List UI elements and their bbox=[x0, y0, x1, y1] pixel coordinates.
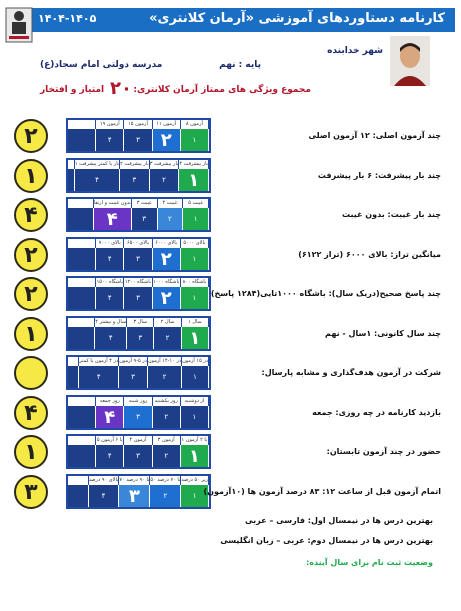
score-circle: ۴ bbox=[14, 198, 48, 232]
grid-label: بالای ۵۰۰۰ bbox=[181, 239, 209, 248]
grid-label bbox=[68, 436, 96, 445]
registration-status: وضعیت ثبت نام برای سال آینده: bbox=[306, 558, 433, 567]
grid-cell: ۲ bbox=[153, 248, 181, 270]
grid-cell: ۳ bbox=[124, 129, 152, 151]
score-circle: ۱ bbox=[14, 159, 48, 193]
score-circle bbox=[14, 356, 48, 390]
grid-cell: ۲ bbox=[158, 208, 184, 230]
achievement-question: چند بار غیبت: بدون غیبت bbox=[342, 210, 441, 219]
achievement-grid bbox=[66, 276, 211, 311]
best-lessons-second-term: بهترین درس ها در نیمسال دوم: عربی – زبان انگلیسی bbox=[220, 536, 433, 545]
achievement-grid bbox=[66, 237, 211, 272]
grid-label: روز یکشنبه bbox=[153, 397, 181, 406]
score-circle: ۱ bbox=[14, 317, 48, 351]
achievement-question: حضور در چند آزمون تابستان: bbox=[326, 447, 441, 456]
grid-label bbox=[68, 278, 96, 287]
grid-label: ۵ یا ۶ آزمون bbox=[96, 437, 123, 443]
score-circle: ۱ bbox=[14, 435, 48, 469]
score-circle: ۳ bbox=[14, 475, 48, 509]
grid-label: ۱۱ آزمون bbox=[153, 120, 181, 129]
grid-label: روز شنبه bbox=[124, 397, 152, 406]
grid-cell bbox=[68, 445, 96, 467]
city-label: شهر خدابنده bbox=[327, 46, 383, 56]
total-score: ۲۰ bbox=[110, 78, 132, 99]
grid-cell bbox=[68, 287, 96, 309]
achievement-grid bbox=[66, 355, 211, 390]
grid-cell: ۱ bbox=[181, 248, 209, 270]
grid-cell: ۲ bbox=[154, 327, 181, 349]
grid-label: ۳ سال bbox=[127, 318, 154, 327]
grid-label bbox=[68, 239, 96, 248]
achievement-question: اتمام آزمون قبل از ساعت ۱۲: ۸۳ درصد آزمون ها (۱۰آزمون) bbox=[203, 487, 441, 496]
achievement-grid bbox=[66, 158, 211, 193]
kanoon-logo-icon bbox=[2, 2, 36, 46]
score-circle: ۴ bbox=[14, 396, 48, 430]
grid-label: در ۱۰-۱۴ آزمون bbox=[147, 358, 182, 364]
grid-label: ۴ غیبت bbox=[158, 199, 184, 208]
grid-label: ۳ بار پیشرفت bbox=[149, 161, 179, 167]
grid-cell: ۴ bbox=[89, 485, 120, 507]
grid-label: ۴ بار پیشرفت bbox=[179, 161, 208, 167]
best-lessons-first-term: بهترین درس ها در نیمسال اول: فارسی – عربی bbox=[245, 516, 433, 525]
grid-label: ۲ بار پیشرفت bbox=[120, 161, 149, 167]
grid-label bbox=[68, 199, 94, 208]
grade-label: پایه : نهم bbox=[219, 60, 261, 70]
grid-label: ۳ آزمون bbox=[153, 436, 181, 445]
grid-cell: ۳ bbox=[119, 485, 150, 507]
grid-label: از دوشنبه bbox=[181, 397, 209, 406]
grid-label: باشگاه ۸۰۰ bbox=[181, 278, 209, 287]
grid-label bbox=[68, 160, 75, 169]
achievement-question: شرکت در آزمون هدف‌گذاری و مشابه پارسال: bbox=[261, 368, 441, 377]
grid-cell bbox=[68, 248, 96, 270]
grid-cell: ۱ bbox=[181, 287, 209, 309]
grid-cell bbox=[68, 485, 89, 507]
grid-label: ۵ غیبت bbox=[183, 199, 209, 208]
grid-cell: ۲ bbox=[153, 287, 181, 309]
grid-cell: ۱ bbox=[181, 406, 209, 428]
score-circle: ۲ bbox=[14, 238, 48, 272]
grid-label: در ۴ آزمون یا کمتر bbox=[79, 358, 119, 364]
grid-cell: ۱ bbox=[182, 366, 209, 388]
grid-label bbox=[68, 476, 89, 485]
achievement-question: چند بار پیشرفت: ۶ بار پیشرفت bbox=[317, 171, 441, 180]
grid-cell: ۳ bbox=[124, 406, 152, 428]
grid-cell: ۳ bbox=[124, 248, 152, 270]
grid-label: ۳ غیبت bbox=[132, 199, 158, 208]
grid-label: ۸ آزمون bbox=[181, 120, 209, 129]
grid-label: ۱ یا ۲ آزمون bbox=[181, 437, 208, 443]
achievement-grid bbox=[66, 474, 211, 509]
grid-label: ۱ سال bbox=[182, 318, 209, 327]
grid-cell bbox=[68, 129, 96, 151]
grid-cell: ۱ bbox=[181, 445, 209, 467]
grid-cell: ۱ bbox=[181, 485, 209, 507]
achievement-question: بازدید کارنامه در چه روزی: جمعه bbox=[312, 408, 441, 417]
grid-label bbox=[68, 397, 96, 406]
grid-cell: ۳ bbox=[120, 169, 150, 191]
grid-cell: ۲ bbox=[150, 485, 181, 507]
grid-cell: ۴ bbox=[96, 287, 124, 309]
grid-cell: ۲ bbox=[153, 129, 181, 151]
grid-cell bbox=[68, 208, 94, 230]
grid-cell: ۳ bbox=[124, 287, 152, 309]
grid-label: بدون غیبت و ارتقا bbox=[93, 200, 131, 206]
achievement-question: میانگین تراز: بالای ۶۰۰۰ (تراز ۶۱۲۲) bbox=[298, 250, 441, 259]
achievement-grid bbox=[66, 197, 211, 232]
grid-label: در ۱۵ آزمون bbox=[182, 358, 208, 364]
grid-label: باشگاه ۱۵۰۰ bbox=[96, 279, 123, 285]
grid-cell: ۲ bbox=[153, 406, 181, 428]
grid-cell: ۴ bbox=[94, 208, 132, 230]
grid-cell: ۱ bbox=[181, 129, 209, 151]
grid-cell: ۳ bbox=[119, 366, 148, 388]
achievement-question: چند سال کانونی: ۱سال - نهم bbox=[325, 329, 441, 338]
grid-label: ۲ سال bbox=[154, 318, 181, 327]
grid-cell: ۴ bbox=[75, 169, 120, 191]
grid-label bbox=[68, 318, 95, 327]
grid-cell: ۴ bbox=[79, 366, 119, 388]
grid-cell bbox=[68, 366, 79, 388]
grid-cell: ۱ bbox=[183, 208, 209, 230]
grid-cell: ۱ bbox=[179, 169, 209, 191]
grid-cell: ۴ bbox=[96, 445, 124, 467]
score-circle: ۲ bbox=[14, 119, 48, 153]
grid-label: ۴ آزمون bbox=[124, 436, 152, 445]
grid-label bbox=[68, 357, 79, 366]
grid-cell bbox=[68, 406, 96, 428]
grid-cell: ۲ bbox=[153, 445, 181, 467]
grid-cell: ۳ bbox=[127, 327, 154, 349]
grid-cell: ۱ bbox=[182, 327, 209, 349]
grid-label bbox=[68, 120, 96, 129]
grid-label: بالای ۶۰۰۰ bbox=[153, 239, 181, 248]
grid-label: باشگاه ۱۲۰۰ bbox=[124, 279, 152, 285]
features-title: مجموع ویژگی های ممتاز آرمان کلانتری: bbox=[133, 85, 311, 95]
grid-label: ۵۰ تا ۷۰ درصد bbox=[150, 477, 181, 483]
academic-year: ۱۴۰۴-۱۴۰۵ bbox=[38, 12, 97, 25]
grid-cell: ۴ bbox=[96, 248, 124, 270]
grid-cell: ۴ bbox=[96, 406, 124, 428]
grid-label: ۱۵ آزمون bbox=[124, 120, 152, 129]
grid-label: ۷۰ تا ۹۰ درصد bbox=[119, 477, 150, 483]
grid-cell: ۳ bbox=[132, 208, 158, 230]
achievement-question: چند پاسخ صحیح(دریک سال): باشگاه ۱۰۰۰تایی(۱۲۸۴ پاسخ) bbox=[210, 289, 441, 298]
grid-cell: ۳ bbox=[124, 445, 152, 467]
grid-cell: ۲ bbox=[148, 366, 182, 388]
grid-cell: ۲ bbox=[150, 169, 180, 191]
achievement-grid bbox=[66, 395, 211, 430]
achievement-question: چند آزمون اصلی: ۱۲ آزمون اصلی bbox=[308, 131, 441, 140]
achievement-grid bbox=[66, 434, 211, 469]
grid-cell bbox=[68, 327, 95, 349]
grid-cell: ۴ bbox=[95, 327, 127, 349]
achievement-grid bbox=[66, 316, 211, 351]
grid-cell: ۴ bbox=[96, 129, 124, 151]
grid-label: روز جمعه bbox=[96, 397, 124, 406]
header-bar bbox=[30, 8, 455, 32]
page-title: کارنامه دستاوردهای آموزشی «آرمان کلانتری» bbox=[149, 11, 445, 26]
grid-label: باشگاه ۱۰۰۰ bbox=[153, 279, 180, 285]
grid-label: زیر ۵۰ درصد bbox=[181, 477, 208, 483]
student-avatar bbox=[390, 36, 430, 86]
grid-label: در ۵-۹ آزمون bbox=[119, 358, 147, 364]
grid-cell bbox=[68, 169, 75, 191]
score-circle: ۲ bbox=[14, 277, 48, 311]
grid-label: ۱۹ آزمون bbox=[96, 120, 124, 129]
achievement-grid bbox=[66, 118, 211, 153]
grid-label: ۱ بار یا کمتر پیشرفت bbox=[74, 161, 120, 167]
grid-label: ۴ سال و بیشتر bbox=[95, 319, 127, 325]
score-label: امتیاز و افتخار bbox=[40, 85, 105, 95]
grid-label: بالای ۷۰۰۰ bbox=[96, 239, 124, 248]
grid-label: بالای ۶۵۰۰ bbox=[124, 239, 152, 248]
grid-label: بالای ۹۰ درصد bbox=[88, 477, 119, 483]
school-label: مدرسه دولتی امام سجاد(ع) bbox=[40, 60, 163, 70]
